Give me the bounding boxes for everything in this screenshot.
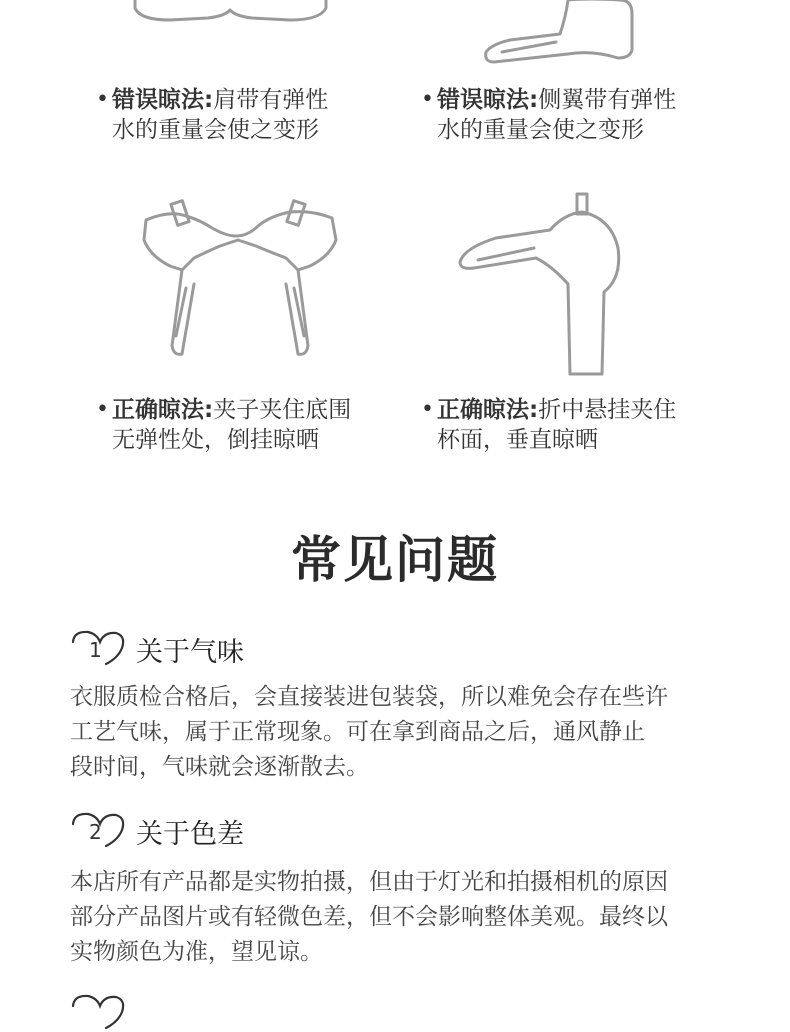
bra-correct-side-illustration bbox=[456, 192, 626, 382]
faq-answer-line: 实物颜色为准，望见谅。 bbox=[70, 939, 323, 965]
faq-answer-line: 段时间，气味就会逐渐散去。 bbox=[70, 754, 369, 780]
bra-wrong-front-illustration bbox=[130, 0, 330, 24]
faq-title: 关于气味 bbox=[136, 637, 244, 668]
faq-answer-line: 本店所有产品都是实物拍摄，但由于灯光和拍摄相机的原因 bbox=[70, 869, 668, 895]
tip-text: 侧翼带有弹性 bbox=[538, 87, 677, 113]
faq-answer-2 bbox=[70, 865, 730, 970]
tip-line2: 无弹性处，倒挂晾晒 bbox=[112, 427, 319, 453]
faq-answer-line: 部分产品图片或有轻微色差，但不会影响整体美观。最终以 bbox=[70, 904, 668, 930]
faq-answer-line: 衣服质检合格后，会直接装进包装袋，所以难免会存在些许 bbox=[70, 684, 668, 710]
faq-answer-1 bbox=[70, 680, 730, 785]
tip-text: 夹子夹住底围 bbox=[213, 397, 352, 423]
tip-line2: 水的重量会使之变形 bbox=[437, 117, 644, 143]
tip-text: 肩带有弹性 bbox=[213, 87, 329, 113]
care-tip-2 bbox=[421, 85, 737, 145]
heart-number-icon bbox=[70, 992, 126, 1032]
bullet: • bbox=[96, 87, 109, 112]
faq-number: 2 bbox=[89, 820, 102, 844]
care-tip-3 bbox=[96, 395, 412, 455]
faq-title: 关于色差 bbox=[136, 819, 244, 850]
care-tip-1 bbox=[96, 85, 412, 145]
bra-correct-front-illustration bbox=[140, 196, 340, 361]
tip-lead: 正确晾法: bbox=[437, 397, 539, 423]
faq-number: 1 bbox=[89, 638, 102, 662]
bullet: • bbox=[421, 87, 434, 112]
tip-lead: 正确晾法: bbox=[112, 397, 214, 423]
tip-line2: 水的重量会使之变形 bbox=[112, 117, 319, 143]
tip-lead: 错误晾法: bbox=[112, 87, 214, 113]
bullet: • bbox=[96, 397, 109, 422]
care-tip-4 bbox=[421, 395, 737, 455]
faq-answer-line: 工艺气味，属于正常现象。可在拿到商品之后，通风静止 bbox=[70, 719, 645, 745]
tip-line2: 杯面，垂直晾晒 bbox=[437, 427, 598, 453]
bullet: • bbox=[421, 397, 434, 422]
tip-text: 折中悬挂夹住 bbox=[538, 397, 677, 423]
bra-wrong-side-illustration bbox=[480, 0, 640, 68]
section-title: 常见问题 bbox=[291, 531, 499, 589]
tip-lead: 错误晾法: bbox=[437, 87, 539, 113]
